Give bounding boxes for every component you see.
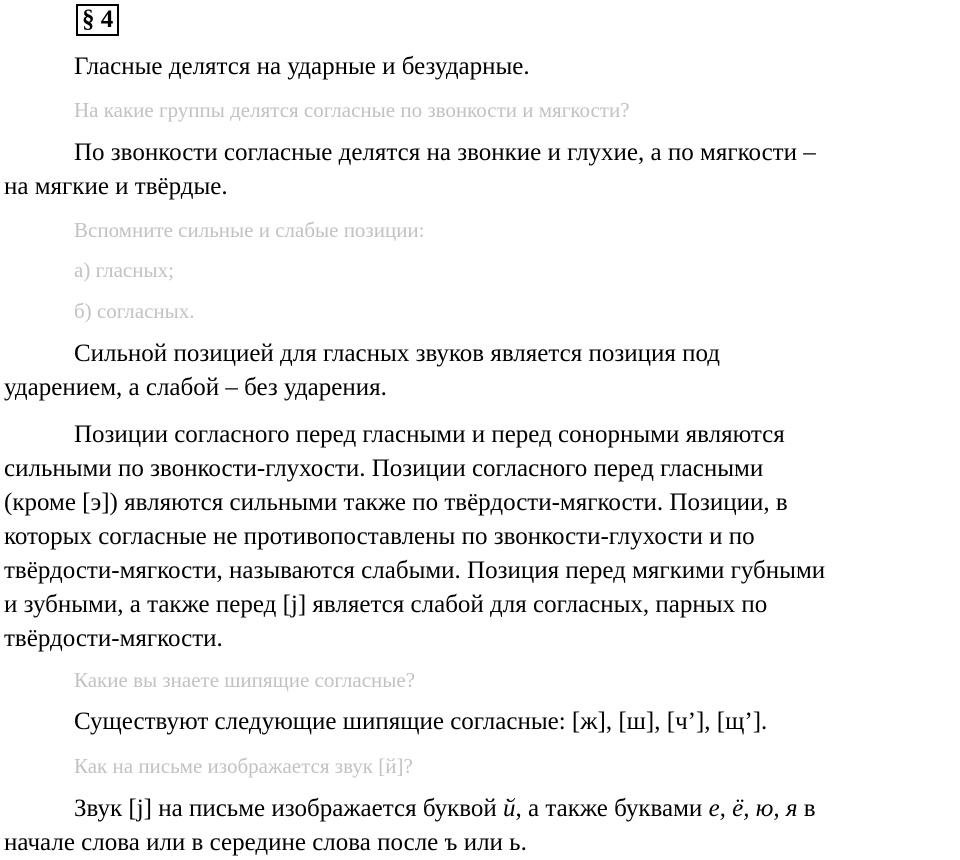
text-line: сильными по звонкости-глухости. Позиции согласного перед гласными	[4, 455, 764, 482]
text-line: Гласные делятся на ударные и безударные.	[74, 53, 530, 80]
question-4: Как на письме изображается звук [й]?	[74, 754, 413, 778]
answer-paragraph-2	[4, 136, 958, 204]
text-line: твёрдости-мягкости, называются слабыми. Позиция перед мягкими губными	[4, 557, 826, 584]
text-line: которых согласные не противопоставлены по звонкости-глухости и по	[4, 523, 755, 550]
question-2a: а) гласных;	[74, 258, 174, 282]
text-line: Существуют следующие шипящие согласные: [ж], [ш], [ч’], [щ’].	[74, 708, 768, 735]
text-line: По звонкости согласные делятся на звонкие и глухие, а по мягкости –	[74, 139, 816, 166]
text-line: (кроме [э]) являются сильными также по твёрдости-мягкости. Позиции, в	[4, 489, 788, 516]
text-line: начале слова или в середине слова после ъ или ь.	[4, 829, 527, 856]
answer-paragraph-3	[4, 337, 958, 405]
section-number: § 4	[76, 4, 119, 36]
answer-paragraph-4	[4, 418, 958, 656]
text-line: и зубными, а также перед [j] является слабой для согласных, парных по	[4, 591, 768, 618]
question-2: Вспомните сильные и слабые позиции:	[74, 218, 425, 242]
italic-letters: е, ё, ю, я	[708, 795, 798, 822]
answer-paragraph-6	[4, 792, 958, 860]
answer-paragraph-5	[4, 705, 958, 739]
text-line: ударением, а слабой – без ударения.	[4, 374, 387, 401]
text-line: твёрдости-мягкости.	[4, 625, 223, 652]
question-2b: б) согласных.	[74, 299, 195, 323]
text-line: Сильной позицией для гласных звуков является позиция под	[74, 340, 720, 367]
question-3: Какие вы знаете шипящие согласные?	[74, 668, 416, 692]
text-line: Звук [j] на письме изображается буквой й, а также буквами е, ё, ю, я в	[74, 795, 816, 822]
text-line: Позиции согласного перед гласными и перед сонорными являются	[74, 421, 785, 448]
question-1: На какие группы делятся согласные по звонкости и мягкости?	[74, 98, 630, 122]
answer-paragraph-1	[4, 50, 958, 84]
italic-letter: й	[503, 795, 516, 822]
text-line: на мягкие и твёрдые.	[4, 173, 228, 200]
